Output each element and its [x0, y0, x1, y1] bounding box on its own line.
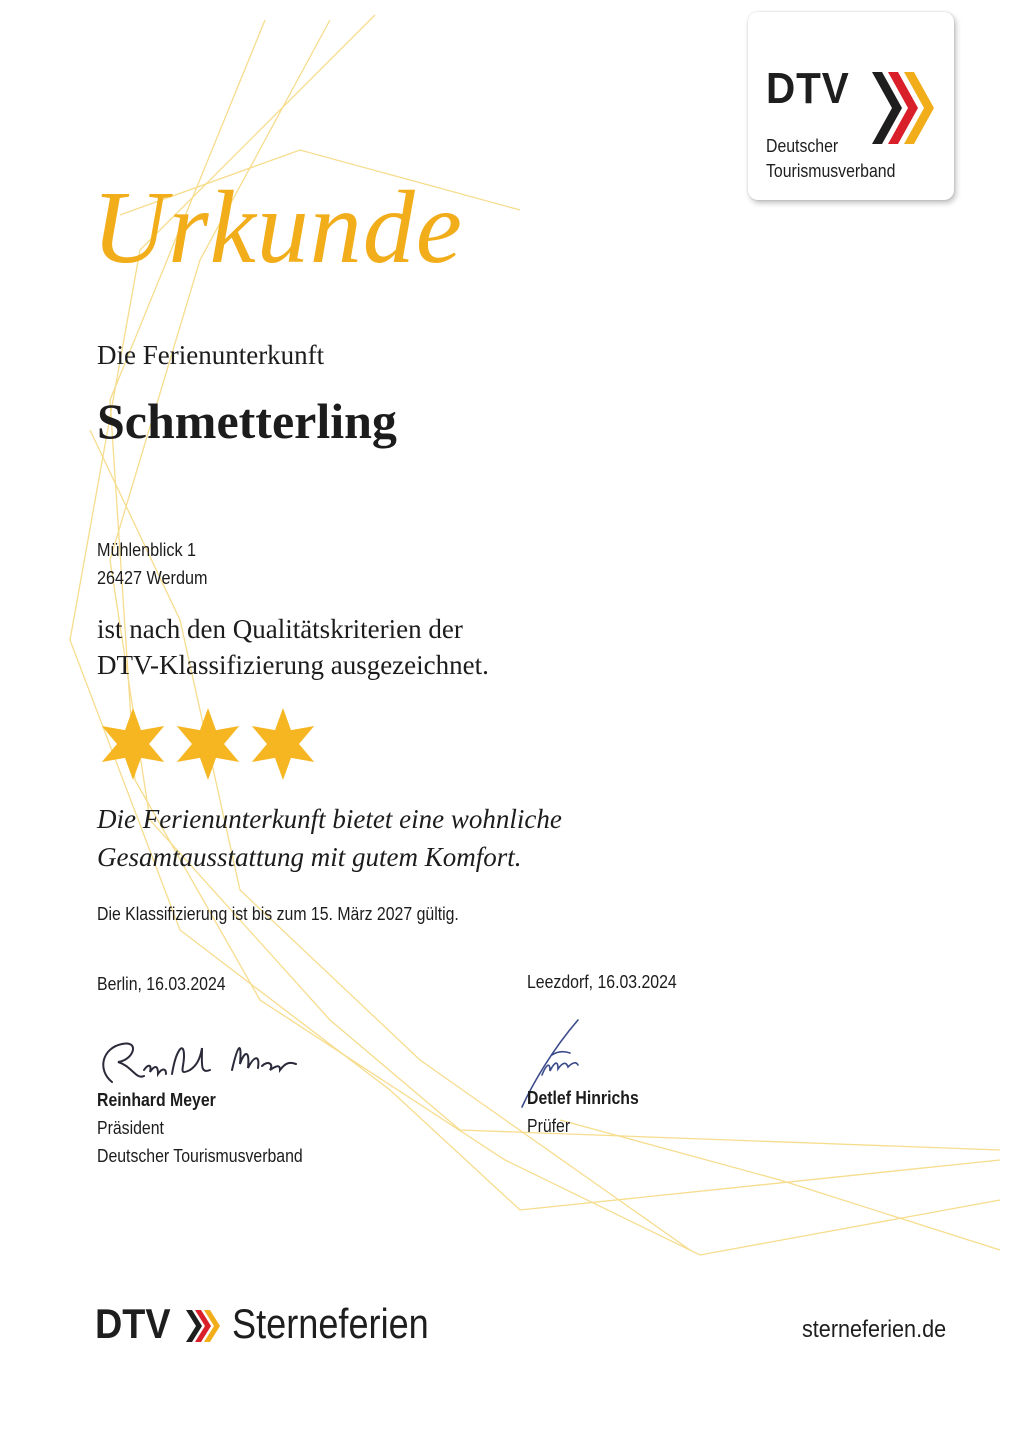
- dtv-logo: [748, 12, 954, 200]
- quality-line-1: ist nach den Qualitätskriterien der: [97, 614, 463, 644]
- star-icon: [177, 708, 239, 780]
- star-rating: [96, 706, 326, 782]
- property-name: Schmetterling: [97, 393, 397, 449]
- footer-abbrev: DTV: [95, 1300, 171, 1347]
- left-place-date: Berlin, 16.03.2024: [97, 974, 226, 994]
- description-line-1: Die Ferienunterkunft bietet eine wohnliche: [97, 804, 562, 834]
- validity-text: Die Klassifizierung ist bis zum 15. März 2027 gültig.: [97, 904, 459, 924]
- address-city: 26427 Werdum: [97, 568, 208, 588]
- description-line-2: Gesamtausstattung mit gutem Komfort.: [97, 842, 522, 872]
- footer-brand: Sterneferien: [232, 1300, 429, 1347]
- star-icon: [252, 708, 314, 780]
- address-street: Mühlenblick 1: [97, 540, 197, 560]
- logo-abbrev: DTV: [766, 64, 850, 113]
- left-signer-org: Deutscher Tourismusverband: [97, 1146, 303, 1166]
- certificate-title: Urkunde: [92, 170, 463, 285]
- right-signer-role: Prüfer: [527, 1116, 571, 1136]
- right-place-date: Leezdorf, 16.03.2024: [527, 972, 677, 992]
- star-icon: [102, 708, 164, 780]
- left-signer-name: Reinhard Meyer: [97, 1090, 216, 1110]
- footer-url[interactable]: sterneferien.de: [802, 1316, 947, 1343]
- logo-line-2: Tourismusverband: [766, 161, 896, 181]
- quality-line-2: DTV-Klassifizierung ausgezeichnet.: [97, 650, 489, 680]
- footer-chevron-icon: [184, 1306, 224, 1346]
- triple-chevron-icon: [868, 68, 938, 148]
- right-signer-name: Detlef Hinrichs: [527, 1088, 639, 1108]
- left-signer-role: Präsident: [97, 1118, 164, 1138]
- logo-line-1: Deutscher: [766, 136, 839, 156]
- lead-text: Die Ferienunterkunft: [97, 340, 325, 370]
